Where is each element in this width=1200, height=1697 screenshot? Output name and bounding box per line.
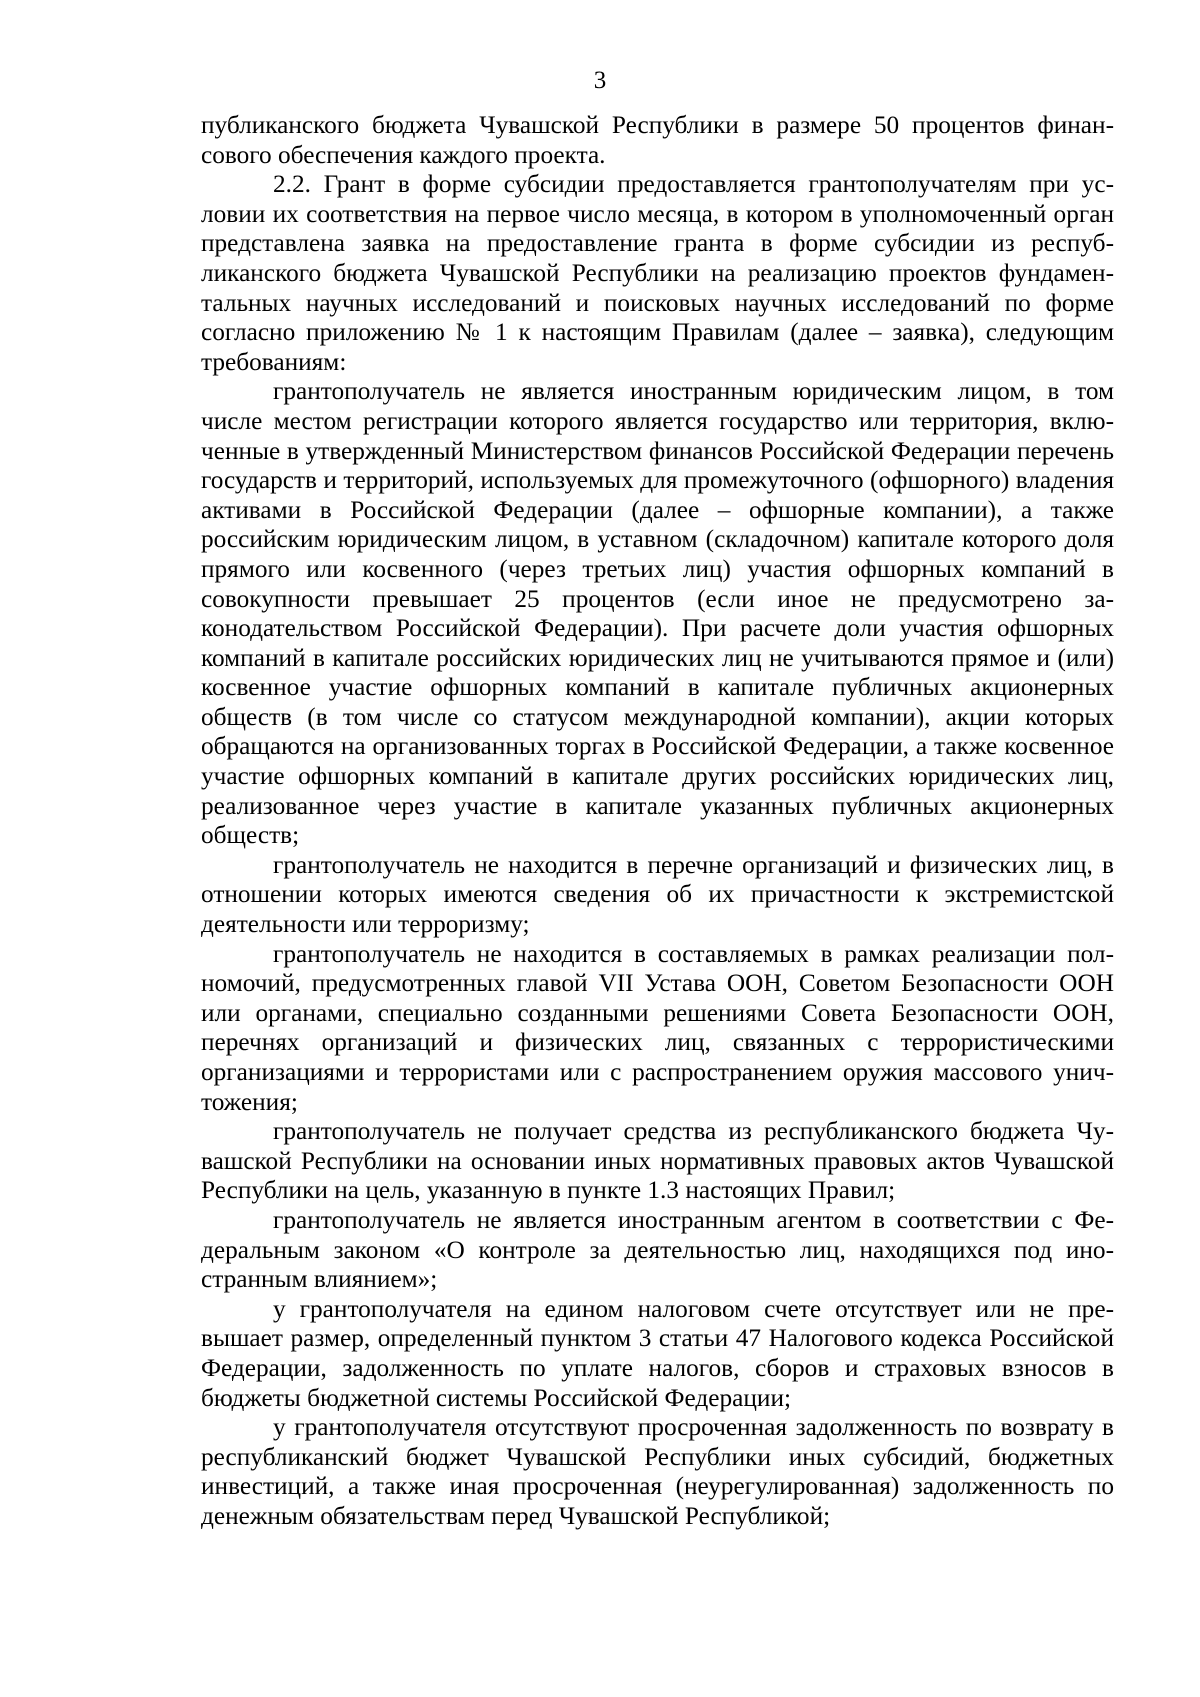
paragraph-continuation: публиканского бюджета Чувашской Республики в размере 50 процентов финансового обеспечения каждого проекта. <box>201 111 1114 169</box>
paragraph-requirement-foreign-agent: грантополучатель не является иностранным агентом в соответствии с Федеральным законом «О контроле за деятельностью лиц, находящихся под иностранным влиянием»; <box>201 1205 1114 1294</box>
paragraph-requirement-un-lists: грантополучатель не находится в составляемых в рамках реализации полномочий, предусмотренных главой VII Устава ООН, Советом Безопасности ООН или органами, специально созданными решениями Совета Безопасности ООН, перечнях организаций и физических лиц, связанных с террористическими организациями и террористами или с распространением оружия массового уничтожения; <box>201 939 1114 1116</box>
paragraph-requirement-extremism: грантополучатель не находится в перечне организаций и физических лиц, в отношении которых имеются сведения об их причастности к экстремистской деятельности или терроризму; <box>201 850 1114 939</box>
paragraph-2-2: 2.2. Грант в форме субсидии предоставляется грантополучателям при условии их соответствия на первое число месяца, в котором в уполномоченный орган представлена заявка на предоставление гранта в форме субсидии из республиканского бюджета Чувашской Республики на реализацию проектов фундаментальных научных исследований и поисковых научных исследований по форме согласно приложению № 1 к настоящим Правилам (далее – заявка), следующим требованиям: <box>201 170 1114 376</box>
paragraph-requirement-other-funds: грантополучатель не получает средства из республиканского бюджета Чувашской Республики на основании иных нормативных правовых актов Чувашской Республики на цель, указанную в пункте 1.3 настоящих Правил; <box>201 1117 1114 1205</box>
page-number: 3 <box>593 67 607 94</box>
paragraph-requirement-overdue-debt: у грантополучателя отсутствуют просроченная задолженность по возврату в республиканский бюджет Чувашской Республики иных субсидий, бюджетных инвестиций, а также иная просроченная (неурегулированная) задолженность по денежным обязательствам перед Чувашской Республикой; <box>201 1413 1114 1530</box>
document-body <box>201 111 1114 1532</box>
paragraph-requirement-tax-debt: у грантополучателя на едином налоговом счете отсутствует или не превышает размер, определенный пунктом 3 статьи 47 Налогового кодекса Российской Федерации, задолженность по уплате налогов, сборов и страховых взносов в бюджеты бюджетной системы Российской Федерации; <box>201 1294 1114 1412</box>
paragraph-requirement-offshore: грантополучатель не является иностранным юридическим лицом, в том числе местом регистрации которого является государство или территория, включенные в утвержденный Министерством финансов Российской Федерации перечень государств и территорий, используемых для промежуточного (офшорного) владения активами в Российской Федерации (далее – офшорные компании), а также российским юридическим лицом, в уставном (складочном) капитале которого доля прямого или косвенного (через третьих лиц) участия офшорных компаний в совокупности превышает 25 процентов (если иное не предусмотрено законодательством Российской Федерации). При расчете доли участия офшорных компаний в капитале российских юридических лиц не учитываются прямое и (или) косвенное участие офшорных компаний в капитале публичных акционерных обществ (в том числе со статусом международной компании), акции которых обращаются на организованных торгах в Российской Федерации, а также косвенное участие офшорных компаний в капитале других российских юридических лиц, реализованное через участие в капитале указанных публичных акционерных обществ; <box>201 377 1114 850</box>
